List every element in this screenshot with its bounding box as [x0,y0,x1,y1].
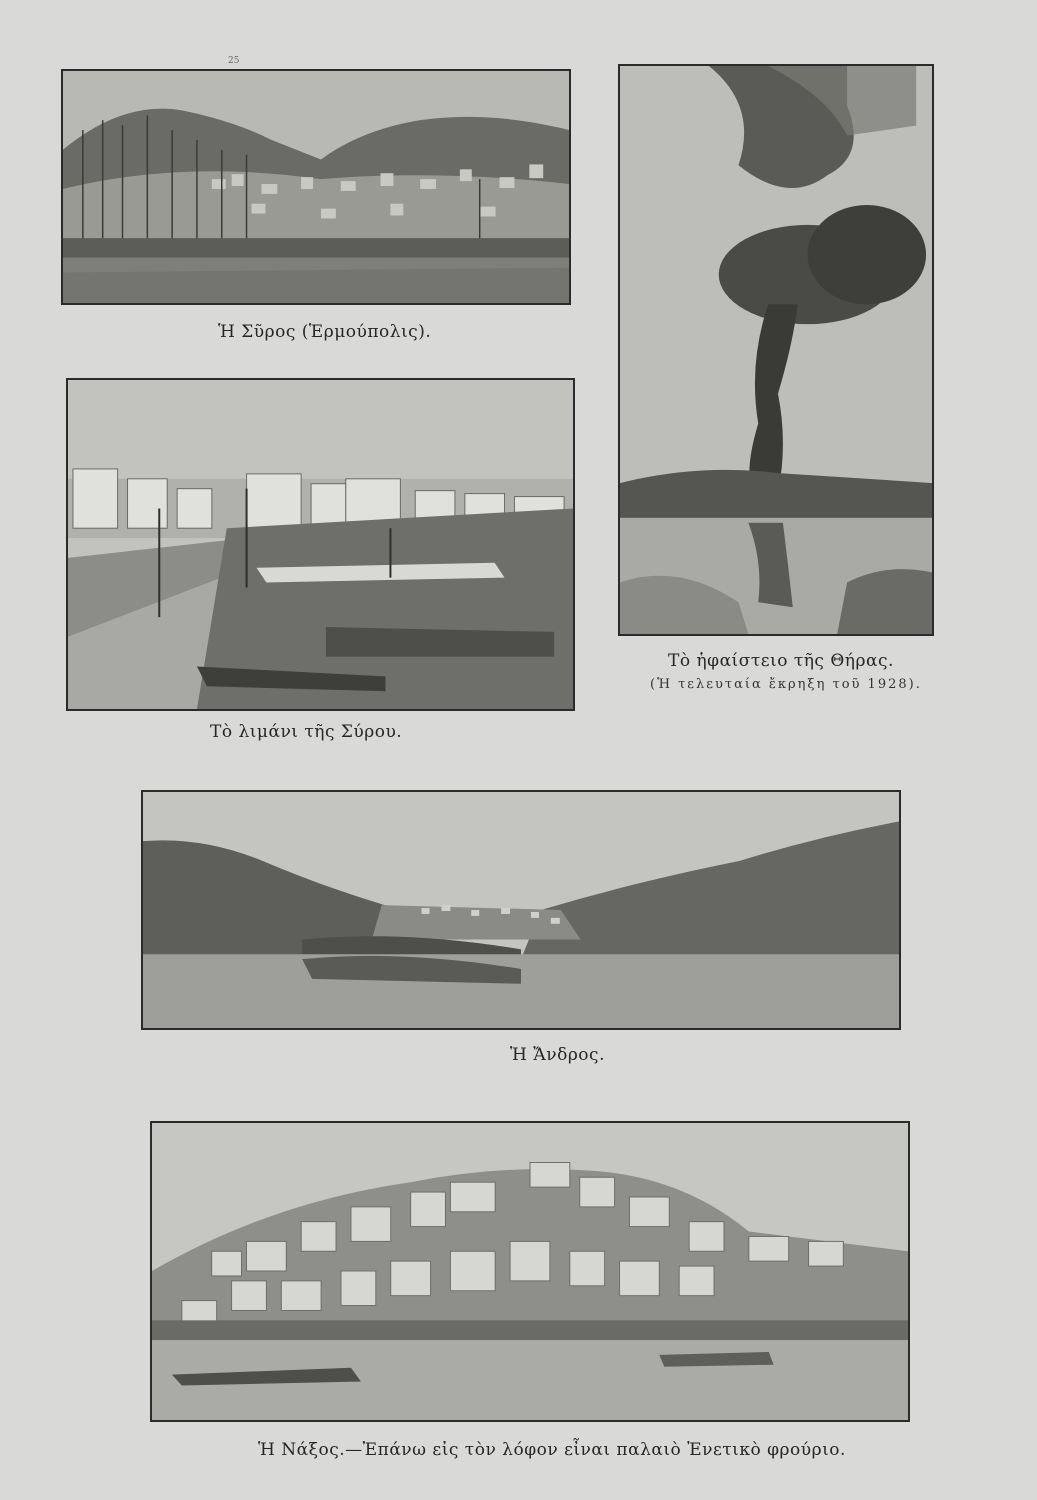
photo-syros-harbor [66,378,575,711]
caption-syros-harbor: Τὸ λιμάνι τῆς Σύρου. [210,722,403,742]
photo-naxos [150,1121,910,1422]
photo-thira-volcano [618,64,934,636]
page-number: 25 [228,56,240,66]
caption-naxos: Ἡ Νάξος.—Ἐπάνω εἰς τὸν λόφον εἶναι παλαιὸ Ἐνετικὸ φρούριο. [258,1440,846,1460]
photo-syros-ermoupolis [61,69,571,305]
caption-andros: Ἡ Ἄνδρος. [510,1045,605,1065]
caption-syros-ermoupolis: Ἡ Σῦρος (Ἑρμούπολις). [218,322,432,342]
photo-andros [141,790,901,1030]
caption-thira-volcano: Τὸ ἡφαίστειο τῆς Θήρας. [668,651,894,671]
subcaption-thira-volcano: (Ἡ τελευταία ἔκρηξη τοῦ 1928). [650,677,922,692]
